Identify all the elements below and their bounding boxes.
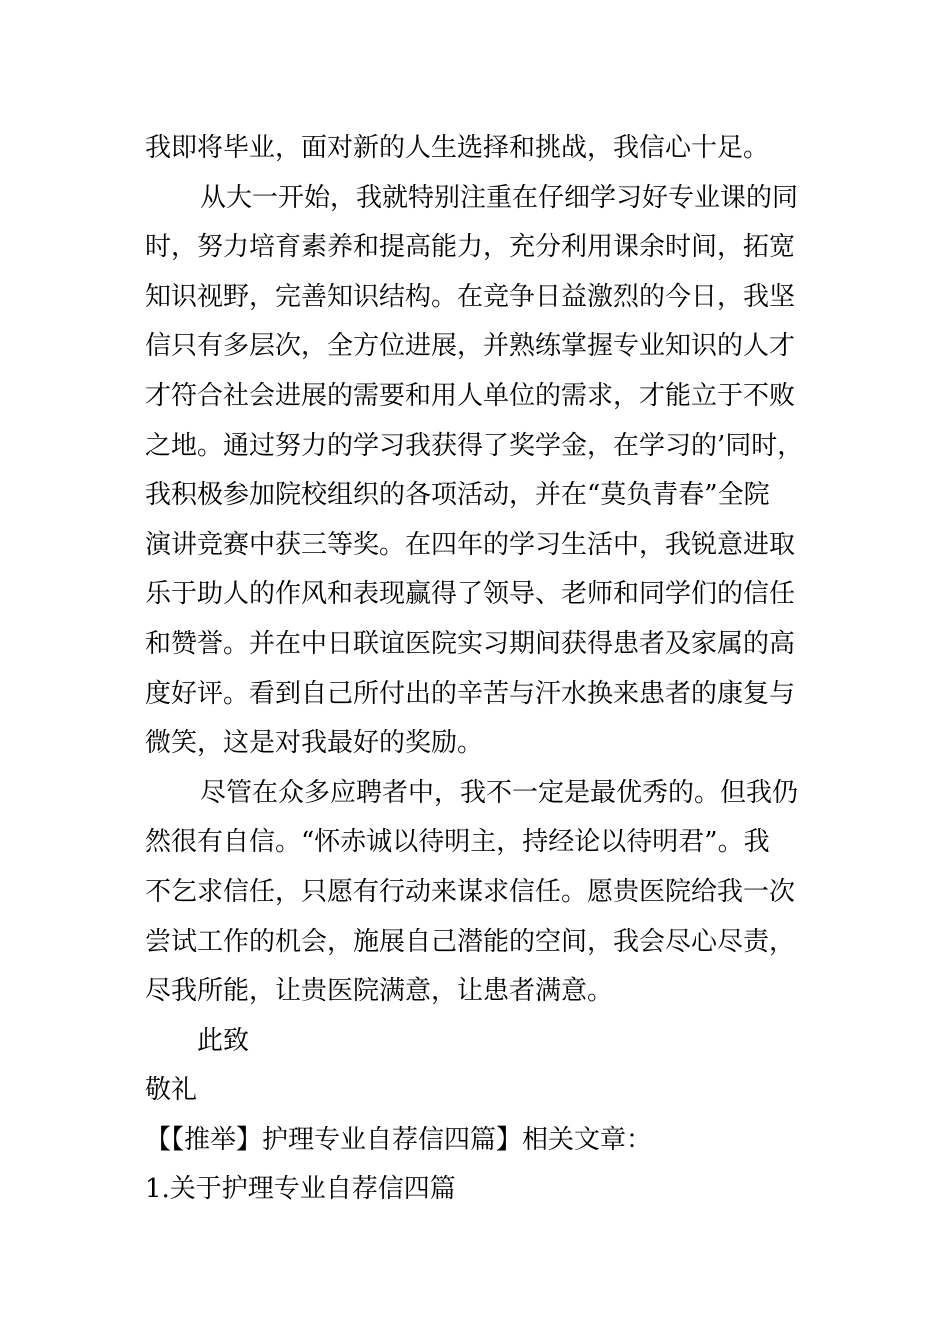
related-article-link[interactable]: 1.关于护理专业自荐信四篇	[145, 1174, 456, 1205]
text-line: 尝试工作的机会，施展自己潜能的空间，我会尽心尽责，	[145, 926, 796, 957]
text-line: 乐于助人的作风和表现赢得了领导、老师和同学们的信任	[145, 579, 796, 610]
text-line: 知识视野，完善知识结构。在竞争日益激烈的今日，我坚	[145, 281, 796, 312]
letter-body	[145, 124, 825, 1215]
text-line: 不乞求信任，只愿有行动来谋求信任。愿贵医院给我一次	[145, 876, 796, 907]
text-line: 演讲竞赛中获三等奖。在四年的学习生活中，我锐意进取	[145, 529, 796, 560]
text-line: 才符合社会进展的需要和用人单位的需求，才能立于不败	[145, 380, 796, 411]
text-line: 度好评。看到自己所付出的辛苦与汗水换来患者的康复与	[145, 678, 796, 709]
text-line: 之地。通过努力的学习我获得了奖学金，在学习的’同时，	[145, 430, 804, 461]
text-line: 和赞誉。并在中日联谊医院实习期间获得患者及家属的高	[145, 628, 796, 659]
text-line: 时，努力培育素养和提高能力，充分利用课余时间，拓宽	[145, 232, 796, 263]
paragraph-start-line: 尽管在众多应聘者中，我不一定是最优秀的。但我仍	[200, 777, 799, 808]
paragraph-start-line: 从大一开始，我就特别注重在仔细学习好专业课的同	[200, 182, 799, 213]
related-articles-heading: 【【推举】护理专业自荐信四篇】相关文章：	[145, 1124, 653, 1155]
text-line: 然很有自信。“怀赤诚以待明主，持经论以待明君”。我	[145, 827, 770, 858]
closing-salutation: 此致	[197, 1025, 250, 1056]
text-line: 我积极参加院校组织的各项活动，并在“莫负青春”全院	[145, 480, 770, 511]
text-line: 尽我所能，让贵医院满意，让患者满意。	[145, 976, 614, 1007]
text-line: 微笑，这是对我最好的奖励。	[145, 728, 484, 759]
text-line: 我即将毕业，面对新的人生选择和挑战，我信心十足。	[145, 133, 770, 163]
closing-regards: 敬礼	[145, 1075, 198, 1106]
text-line: 信只有多层次，全方位进展，并熟练掌握专业知识的人才	[145, 331, 796, 362]
